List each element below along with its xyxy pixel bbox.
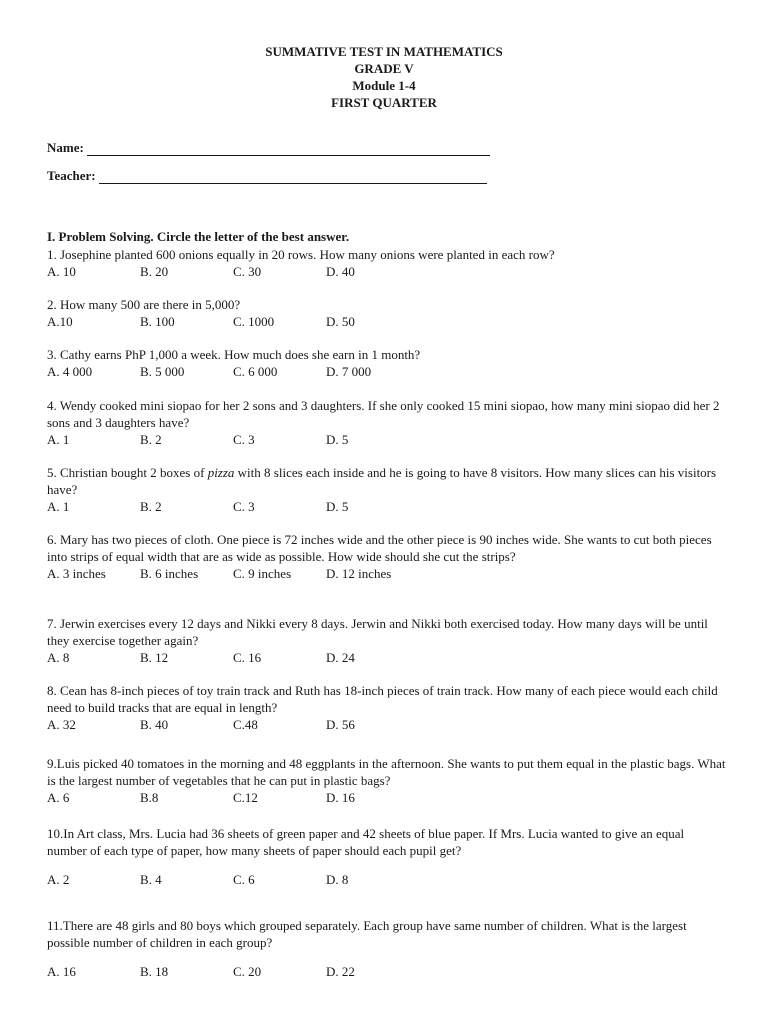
choice-a[interactable]: A. 4 000 — [47, 364, 93, 379]
question-10 — [47, 825, 727, 888]
test-title: SUMMATIVE TEST IN MATHEMATICS — [265, 44, 503, 59]
answer-choices — [47, 716, 727, 733]
choice-b[interactable]: B.8 — [140, 790, 159, 805]
choice-c[interactable]: C. 3 — [233, 432, 255, 447]
choice-d[interactable]: D. 50 — [326, 314, 355, 329]
question-9 — [47, 755, 727, 806]
choice-c[interactable]: C. 3 — [233, 499, 255, 514]
answer-choices — [47, 263, 727, 280]
question-text: 1. Josephine planted 600 onions equally in 20 rows. How many onions were planted in each row? — [47, 247, 555, 262]
question-text: 2. How many 500 are there in 5,000? — [47, 297, 241, 312]
answer-choices — [47, 313, 727, 330]
choice-c[interactable]: C. 6 000 — [233, 364, 278, 379]
choice-d[interactable]: D. 5 — [326, 432, 349, 447]
choice-d[interactable]: D. 22 — [326, 964, 355, 979]
answer-choices — [47, 363, 727, 380]
choice-b[interactable]: B. 2 — [140, 432, 162, 447]
choice-a[interactable]: A. 6 — [47, 790, 70, 805]
choice-a[interactable]: A. 16 — [47, 964, 76, 979]
question-6 — [47, 531, 727, 582]
choice-d[interactable]: D. 24 — [326, 650, 355, 665]
choice-b[interactable]: B. 5 000 — [140, 364, 185, 379]
choice-a[interactable]: A. 8 — [47, 650, 70, 665]
choice-b[interactable]: B. 6 inches — [140, 566, 199, 581]
choice-c[interactable]: C. 9 inches — [233, 566, 292, 581]
choice-b[interactable]: B. 4 — [140, 872, 162, 887]
choice-d[interactable]: D. 7 000 — [326, 364, 372, 379]
answer-choices — [47, 431, 727, 448]
question-7 — [47, 615, 727, 666]
question-3 — [47, 346, 727, 380]
choice-c[interactable]: C. 6 — [233, 872, 255, 887]
quarter-label: FIRST QUARTER — [331, 95, 437, 110]
question-text: 9.Luis picked 40 tomatoes in the morning and 48 eggplants in the afternoon. She wants to put them equal in the plastic bags. What is the largest number of vegetables that he can put in plastic bags? — [47, 756, 726, 788]
question-text: 3. Cathy earns PhP 1,000 a week. How much does she earn in 1 month? — [47, 347, 421, 362]
question-text: 7. Jerwin exercises every 12 days and Nikki every 8 days. Jerwin and Nikki both exercised today. How many days will be until they exercise together again? — [47, 616, 708, 648]
choice-c[interactable]: C. 16 — [233, 650, 262, 665]
teacher-blank-line[interactable] — [99, 171, 487, 184]
choice-d[interactable]: D. 5 — [326, 499, 349, 514]
choice-c[interactable]: C. 1000 — [233, 314, 275, 329]
choice-c[interactable]: C.12 — [233, 790, 258, 805]
choice-a[interactable]: A. 32 — [47, 717, 76, 732]
answer-choices — [47, 871, 727, 888]
choice-c[interactable]: C. 20 — [233, 964, 262, 979]
choice-d[interactable]: D. 8 — [326, 872, 349, 887]
name-label: Name: — [47, 140, 84, 155]
question-text: 8. Cean has 8-inch pieces of toy train track and Ruth has 18-inch pieces of train track. How many of each piece would each child need to build tracks that are equal in length? — [47, 683, 718, 715]
choice-c[interactable]: C.48 — [233, 717, 258, 732]
choice-a[interactable]: A. 3 inches — [47, 566, 106, 581]
choice-b[interactable]: B. 100 — [140, 314, 175, 329]
choice-c[interactable]: C. 30 — [233, 264, 262, 279]
grade-level: GRADE V — [354, 61, 414, 76]
question-5 — [47, 464, 727, 515]
question-2 — [47, 296, 727, 330]
teacher-label: Teacher: — [47, 168, 96, 183]
answer-choices — [47, 498, 727, 515]
choice-d[interactable]: D. 16 — [326, 790, 355, 805]
name-blank-line[interactable] — [87, 143, 490, 156]
choice-b[interactable]: B. 20 — [140, 264, 169, 279]
document-header — [0, 43, 768, 111]
choice-a[interactable]: A. 2 — [47, 872, 70, 887]
choice-d[interactable]: D. 56 — [326, 717, 355, 732]
answer-choices — [47, 789, 727, 806]
question-text — [47, 464, 727, 498]
section-title: I. Problem Solving. Circle the letter of the best answer. — [47, 229, 350, 244]
choice-a[interactable]: A. 10 — [47, 264, 76, 279]
question-text: 4. Wendy cooked mini siopao for her 2 sons and 3 daughters. If she only cooked 15 mini siopao, how many mini siopao did her 2 sons and 3 daughters have? — [47, 398, 720, 430]
question-4 — [47, 397, 727, 448]
answer-choices — [47, 565, 727, 582]
question-text: 10.In Art class, Mrs. Lucia had 36 sheets of green paper and 42 sheets of blue paper. If Mrs. Lucia wanted to give an equal number of each type of paper, how many sheets of paper should each pupil get? — [47, 826, 685, 858]
choice-d[interactable]: D. 40 — [326, 264, 355, 279]
question-text-start: 5. Christian bought 2 boxes of — [47, 465, 208, 480]
question-text-end: with 8 slices each inside and he is going to have 8 visitors. How many slices can his visitors have? — [47, 465, 717, 497]
question-8 — [47, 682, 727, 733]
teacher-field[interactable] — [47, 168, 487, 184]
choice-a[interactable]: A.10 — [47, 314, 73, 329]
question-11 — [47, 917, 727, 980]
answer-choices — [47, 649, 727, 666]
choice-b[interactable]: B. 12 — [140, 650, 169, 665]
choice-a[interactable]: A. 1 — [47, 499, 70, 514]
question-text: 6. Mary has two pieces of cloth. One piece is 72 inches wide and the other piece is 90 inches wide. She wants to cut both pieces into strips of equal width that are as wide as possible. How wide should she cut the strips? — [47, 532, 712, 564]
module-range: Module 1-4 — [352, 78, 416, 93]
question-text-italic: pizza — [207, 465, 235, 480]
name-field[interactable] — [47, 140, 490, 156]
choice-b[interactable]: B. 40 — [140, 717, 169, 732]
question-text: 11.There are 48 girls and 80 boys which grouped separately. Each group have same number of children. What is the largest possible number of children in each group? — [47, 918, 687, 950]
answer-choices — [47, 963, 727, 980]
choice-b[interactable]: B. 2 — [140, 499, 162, 514]
choice-b[interactable]: B. 18 — [140, 964, 169, 979]
question-1 — [47, 246, 727, 280]
choice-a[interactable]: A. 1 — [47, 432, 70, 447]
choice-d[interactable]: D. 12 inches — [326, 566, 392, 581]
